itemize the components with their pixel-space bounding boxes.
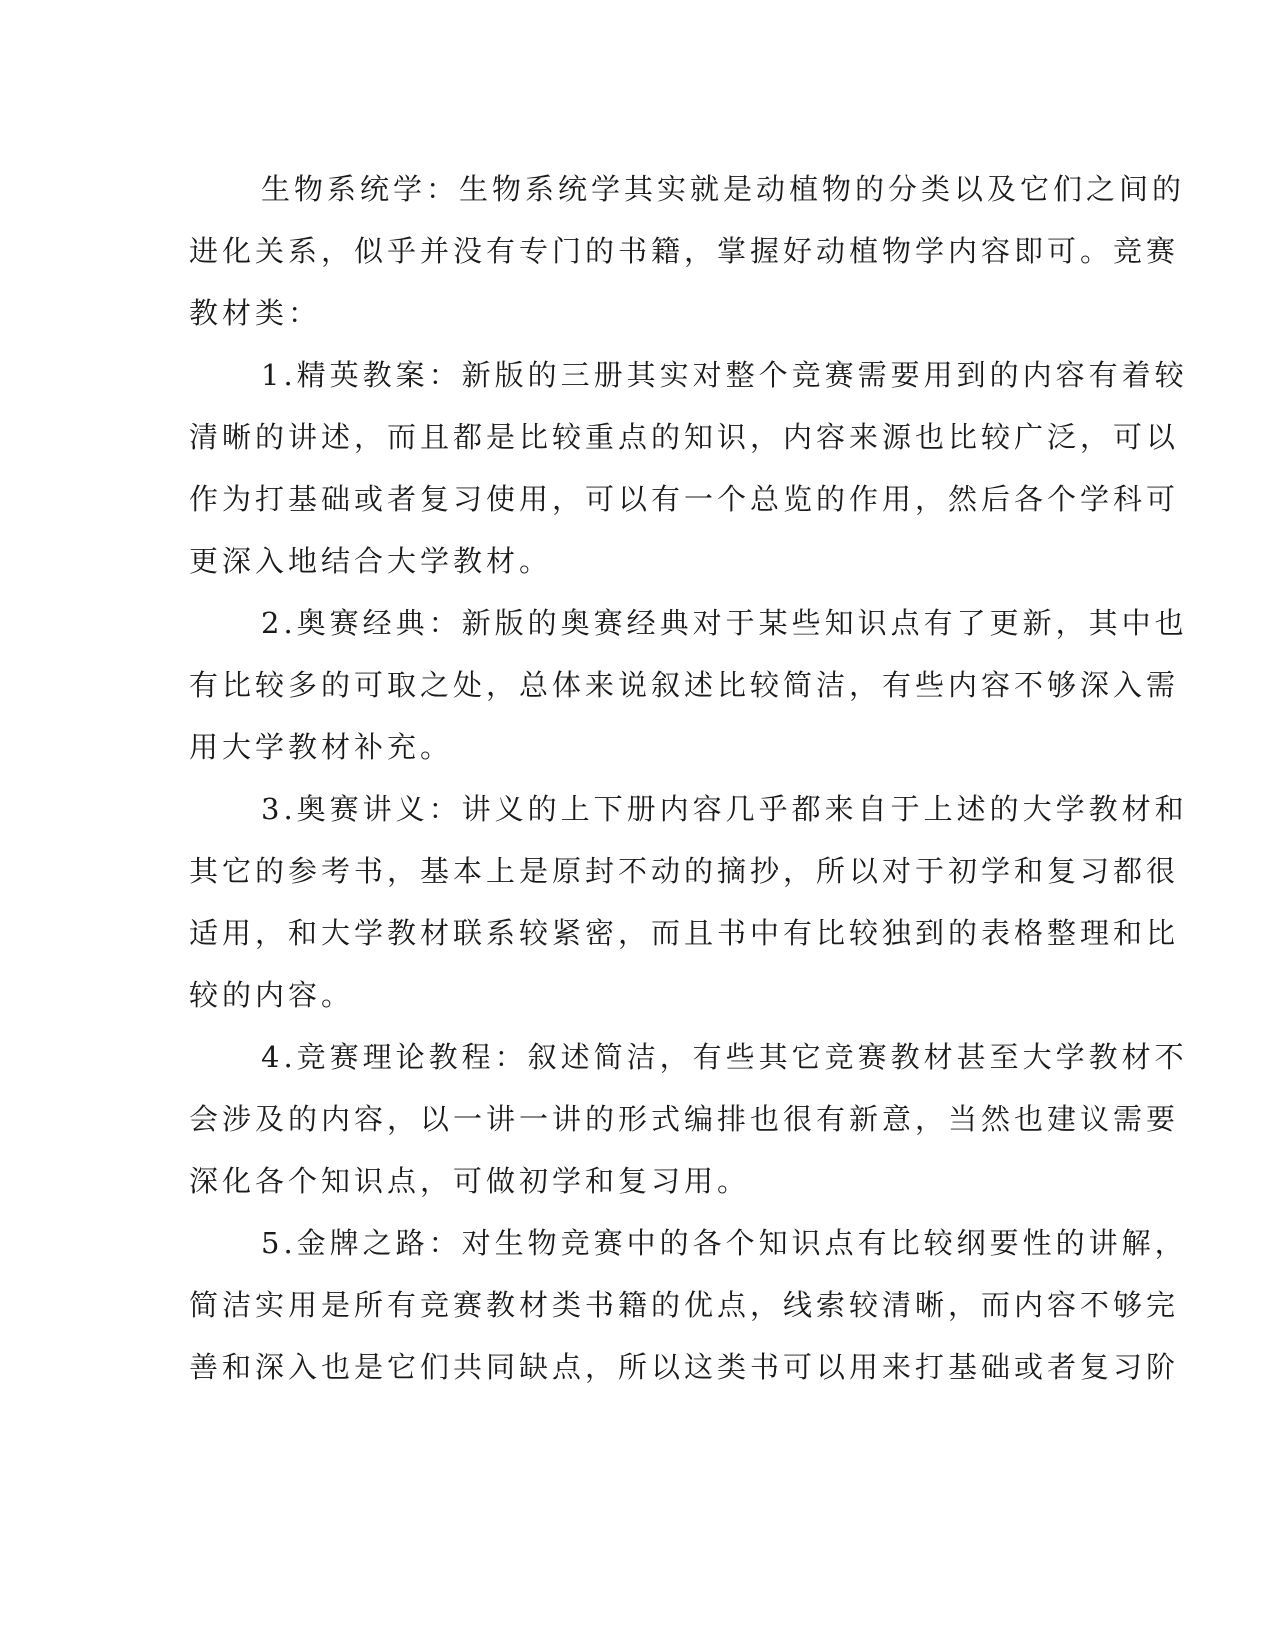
text-line: 善和深入也是它们共同缺点，所以这类书可以用来打基础或者复习阶: [189, 1350, 1180, 1384]
text-line: 2.奥赛经典：新版的奥赛经典对于某些知识点有了更新，其中也: [261, 606, 1188, 640]
paragraph-item-1: [189, 344, 1188, 592]
text-line: 教材类：: [189, 296, 322, 330]
text-line: 较的内容。: [189, 978, 355, 1012]
text-line: 生物系统学：生物系统学其实就是动植物的分类以及它们之间的: [261, 172, 1186, 206]
paragraph-item-5: [189, 1212, 1188, 1398]
paragraph-systematics: [189, 158, 1186, 344]
text-line: 1.精英教案：新版的三册其实对整个竞赛需要用到的内容有着较: [261, 358, 1188, 392]
text-line: 3.奥赛讲义：讲义的上下册内容几乎都来自于上述的大学教材和: [261, 792, 1188, 826]
paragraph-item-2: [189, 592, 1188, 778]
text-line: 用大学教材补充。: [189, 730, 454, 764]
text-line: 其它的参考书，基本上是原封不动的摘抄，所以对于初学和复习都很: [189, 854, 1180, 888]
text-line: 简洁实用是所有竞赛教材类书籍的优点，线索较清晰，而内容不够完: [189, 1288, 1180, 1322]
text-line: 会涉及的内容，以一讲一讲的形式编排也很有新意，当然也建议需要: [189, 1102, 1180, 1136]
text-line: 适用，和大学教材联系较紧密，而且书中有比较独到的表格整理和比: [189, 916, 1180, 950]
paragraph-item-3: [189, 778, 1188, 1026]
text-line: 有比较多的可取之处，总体来说叙述比较简洁，有些内容不够深入需: [189, 668, 1180, 702]
text-line: 作为打基础或者复习使用，可以有一个总览的作用，然后各个学科可: [189, 482, 1180, 516]
text-line: 深化各个知识点，可做初学和复习用。: [189, 1164, 751, 1198]
paragraph-item-4: [189, 1026, 1188, 1212]
text-line: 5.金牌之路：对生物竞赛中的各个知识点有比较纲要性的讲解，: [261, 1226, 1188, 1260]
document-body: [189, 158, 1188, 1398]
text-line: 更深入地结合大学教材。: [189, 544, 553, 578]
text-line: 清晰的讲述，而且都是比较重点的知识，内容来源也比较广泛，可以: [189, 420, 1180, 454]
text-line: 进化关系，似乎并没有专门的书籍，掌握好动植物学内容即可。竞赛: [189, 234, 1180, 268]
text-line: 4.竞赛理论教程：叙述简洁，有些其它竞赛教材甚至大学教材不: [261, 1040, 1188, 1074]
